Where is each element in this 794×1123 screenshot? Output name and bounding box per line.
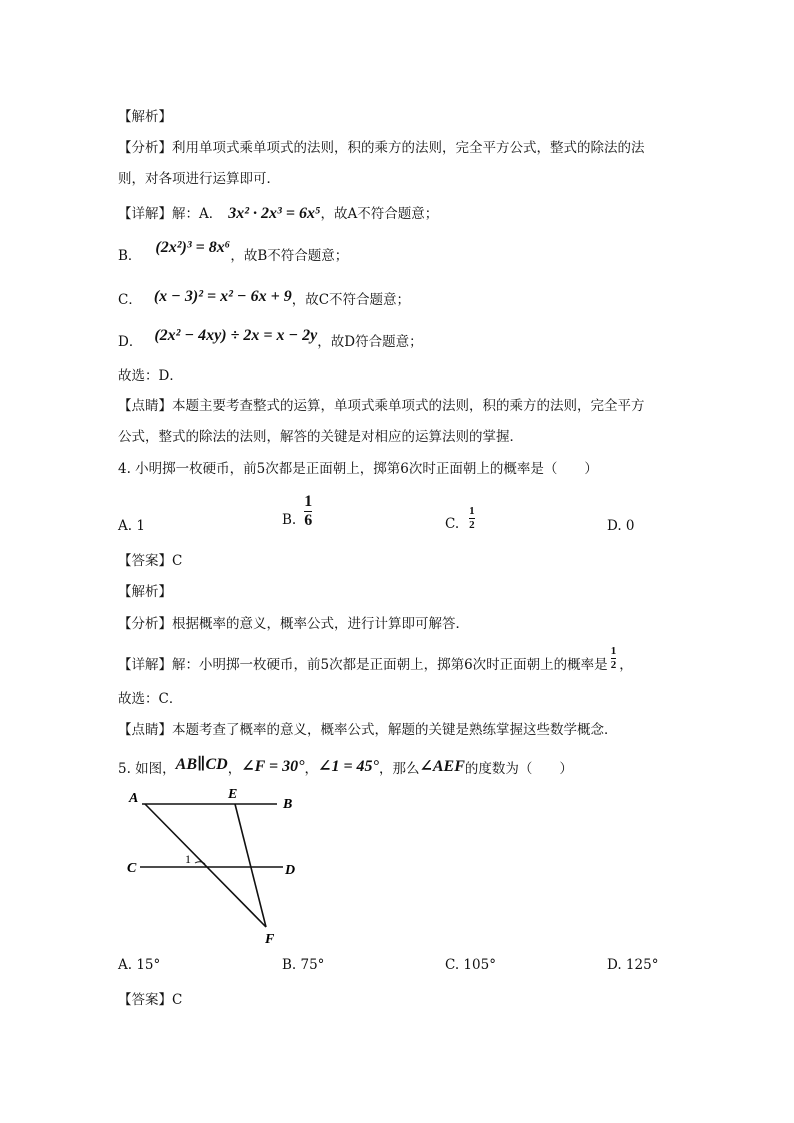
q5-angle-1-expression: ∠1 = 45° bbox=[318, 758, 379, 775]
option-a-note: ，故A不符合题意； bbox=[320, 206, 439, 222]
line-af bbox=[145, 804, 266, 927]
q4-xiangjie-text: 【详解】解：小明掷一枚硬币，前5次都是正面朝上，掷第6次时正面朝上的概率是 bbox=[118, 657, 608, 673]
q5-angle-aef-expression: ∠AEF bbox=[419, 758, 465, 775]
q4-fenxi: 【分析】根据概率的意义，概率公式，进行计算即可解答． bbox=[118, 616, 469, 632]
option-c-expression: (x − 3)² = x² − 6x + 9 bbox=[153, 288, 292, 305]
fraction-denominator: 2 bbox=[610, 659, 617, 671]
q5-sep1: ， bbox=[227, 761, 242, 777]
fraction-numerator: 1 bbox=[469, 505, 475, 517]
q5-option-b: B. 75° bbox=[282, 957, 325, 973]
point-a-label: A bbox=[129, 791, 139, 806]
xiangjie-d-row bbox=[118, 327, 423, 351]
option-b-label: B． bbox=[118, 248, 142, 264]
q4-option-b bbox=[282, 494, 312, 529]
fenxi-line2: 则，对各项进行运算即可． bbox=[118, 171, 280, 187]
q5-option-d: D. 125° bbox=[607, 957, 659, 973]
q5-angle-f-expression: ∠F = 30° bbox=[241, 758, 305, 775]
fraction-denominator: 2 bbox=[469, 519, 475, 531]
q4-option-c bbox=[445, 506, 475, 531]
q4-jiexi: 【解析】 bbox=[118, 584, 172, 600]
q4-stem: 4. 小明掷一枚硬币，前5次都是正面朝上，掷第6次时正面朝上的概率是（ ） bbox=[118, 461, 598, 477]
q5-answer: 【答案】C bbox=[118, 992, 183, 1008]
angle-1-label: 1 bbox=[185, 852, 191, 866]
option-b-note: ，故B不符合题意； bbox=[230, 248, 349, 264]
line-ef bbox=[235, 804, 266, 927]
option-b-expression: (2x²)³ = 8x⁶ bbox=[155, 239, 231, 256]
option-a-expression: 3x² · 2x³ = 6x⁵ bbox=[228, 205, 321, 222]
q4-option-c-fraction bbox=[469, 506, 475, 531]
fraction-numerator: 1 bbox=[610, 645, 617, 657]
option-d-expression: (2x² − 4xy) ÷ 2x = x − 2y bbox=[154, 327, 318, 344]
q4-xiangjie-fraction bbox=[611, 646, 617, 671]
q5-stem-suffix: 的度数为（ ） bbox=[464, 761, 573, 777]
option-c-label: C． bbox=[118, 292, 142, 308]
fraction-denominator: 6 bbox=[304, 512, 313, 529]
option-c-note: ，故C不符合题意； bbox=[291, 292, 411, 308]
q4-xiangjie-end: ， bbox=[619, 657, 633, 673]
dianjing-line1: 【点睛】本题主要考查整式的运算，单项式乘单项式的法则，积的乘方的法则，完全平方 bbox=[118, 398, 645, 414]
q5-stem-prefix: 5. 如图， bbox=[118, 761, 176, 777]
q4-xiangjie-row bbox=[118, 646, 633, 673]
q4-answer: 【答案】C bbox=[118, 553, 183, 569]
jiexi-heading: 【解析】 bbox=[118, 109, 172, 125]
q5-geometry-figure bbox=[115, 784, 315, 949]
dianjing-line2: 公式，整式的除法的法则，解答的关键是对相应的运算法则的掌握． bbox=[118, 429, 523, 445]
q4-option-c-label: C. bbox=[445, 516, 460, 532]
q4-option-d: D. 0 bbox=[607, 518, 635, 534]
q4-option-b-label: B. bbox=[282, 512, 297, 528]
q5-mid: ，那么 bbox=[378, 761, 420, 777]
option-d-label: D． bbox=[118, 334, 143, 350]
xiangjie-a-row bbox=[118, 202, 438, 223]
point-d-label: D bbox=[285, 863, 296, 878]
q4-dianjing: 【点睛】本题考查了概率的意义，概率公式，解题的关键是熟练掌握这些数学概念． bbox=[118, 722, 618, 738]
q4-option-b-fraction bbox=[304, 494, 312, 529]
point-b-label: B bbox=[283, 797, 293, 812]
q4-guxuan: 故选：C． bbox=[118, 691, 183, 707]
q5-stem bbox=[118, 757, 573, 778]
q4-option-a: A. 1 bbox=[118, 518, 145, 534]
point-c-label: C bbox=[127, 861, 137, 876]
fenxi-line1: 【分析】利用单项式乘单项式的法则，积的乘方的法则，完全平方公式，整式的除法的法 bbox=[118, 140, 645, 156]
guxuan-d: 故选：D． bbox=[118, 368, 183, 384]
q5-parallel-expression: AB∥CD bbox=[175, 756, 228, 773]
q5-option-a: A. 15° bbox=[118, 957, 161, 973]
option-d-note: ，故D符合题意； bbox=[317, 334, 423, 350]
point-e-label: E bbox=[228, 787, 238, 802]
xiangjie-c-row bbox=[118, 288, 410, 309]
q5-option-c: C. 105° bbox=[445, 957, 496, 973]
xiangjie-prefix: 【详解】解：A． bbox=[118, 206, 223, 222]
q5-sep2: ， bbox=[304, 761, 319, 777]
fraction-numerator: 1 bbox=[304, 493, 313, 510]
point-f-label: F bbox=[265, 932, 275, 947]
xiangjie-b-row bbox=[118, 239, 349, 265]
